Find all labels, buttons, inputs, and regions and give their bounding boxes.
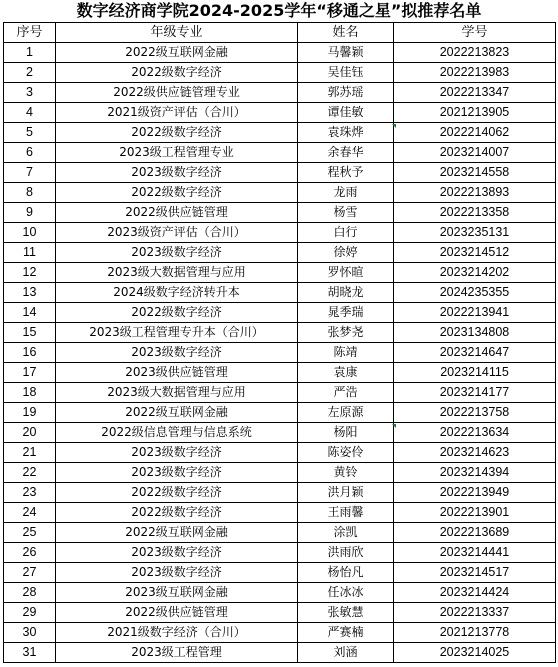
table-row	[4, 63, 556, 83]
header-name[interactable]: 姓名	[298, 23, 394, 43]
cell-major[interactable]: 2023级工程管理专升本（合川）	[56, 323, 298, 343]
table-row	[4, 103, 556, 123]
cell-student-id[interactable]: 2022213347	[394, 83, 556, 103]
cell-name[interactable]: 龙雨	[298, 183, 394, 203]
cell-student-id[interactable]: 2023214441	[394, 543, 556, 563]
cell-student-id[interactable]: 2024235355	[394, 283, 556, 303]
cell-name[interactable]: 涂凯	[298, 523, 394, 543]
cell-index[interactable]: 23	[4, 483, 56, 503]
table-row	[4, 223, 556, 243]
cell-index[interactable]: 29	[4, 603, 56, 623]
table-row	[4, 423, 556, 443]
cell-student-id[interactable]: 2022214062	[394, 123, 556, 143]
table-row	[4, 163, 556, 183]
cell-index[interactable]: 20	[4, 423, 56, 443]
table-row	[4, 503, 556, 523]
table-row	[4, 583, 556, 603]
table-row	[4, 283, 556, 303]
cell-name[interactable]: 吴佳钰	[298, 63, 394, 83]
cell-student-id[interactable]: 2022213893	[394, 183, 556, 203]
cell-major[interactable]: 2023级大数据管理与应用	[56, 263, 298, 283]
cell-major[interactable]: 2022级供应链管理	[56, 203, 298, 223]
cell-index[interactable]: 22	[4, 463, 56, 483]
cell-major[interactable]: 2022级互联网金融	[56, 43, 298, 63]
cell-index[interactable]: 1	[4, 43, 56, 63]
cell-major[interactable]: 2022级信息管理与信息系统	[56, 423, 298, 443]
cell-student-id[interactable]: 2023214394	[394, 463, 556, 483]
cell-index[interactable]: 19	[4, 403, 56, 423]
table-row	[4, 623, 556, 643]
table-row	[4, 363, 556, 383]
table-row	[4, 603, 556, 623]
cell-major[interactable]: 2023级大数据管理与应用	[56, 383, 298, 403]
table-row	[4, 203, 556, 223]
table-body	[4, 43, 556, 663]
cell-major[interactable]: 2021级资产评估（合川）	[56, 103, 298, 123]
cell-index[interactable]: 6	[4, 143, 56, 163]
cell-index[interactable]: 17	[4, 363, 56, 383]
cell-student-id[interactable]: 2023214424	[394, 583, 556, 603]
cell-index[interactable]: 30	[4, 623, 56, 643]
cell-major[interactable]: 2023级数字经济	[56, 443, 298, 463]
cell-name[interactable]: 袁康	[298, 363, 394, 383]
cell-major[interactable]: 2023级供应链管理	[56, 363, 298, 383]
cell-major[interactable]: 2022级数字经济	[56, 183, 298, 203]
cell-major[interactable]: 2023级互联网金融	[56, 583, 298, 603]
cell-student-id[interactable]: 2023134808	[394, 323, 556, 343]
table-row	[4, 263, 556, 283]
cell-name[interactable]: 白行	[298, 223, 394, 243]
cell-major[interactable]: 2022级供应链管理专业	[56, 83, 298, 103]
cell-name[interactable]: 黄铃	[298, 463, 394, 483]
cell-name[interactable]: 严赛楠	[298, 623, 394, 643]
table-row	[4, 343, 556, 363]
cell-student-id[interactable]: 2022213337	[394, 603, 556, 623]
cell-major[interactable]: 2022级供应链管理	[56, 603, 298, 623]
table-row	[4, 183, 556, 203]
header-row	[4, 23, 556, 43]
cell-major[interactable]: 2023级数字经济	[56, 543, 298, 563]
cell-student-id[interactable]: 2023214177	[394, 383, 556, 403]
cell-name[interactable]: 罗怀暄	[298, 263, 394, 283]
cell-name[interactable]: 余春华	[298, 143, 394, 163]
cell-major[interactable]: 2022级数字经济	[56, 63, 298, 83]
cell-major[interactable]: 2022级数字经济	[56, 483, 298, 503]
cell-major[interactable]: 2023级工程管理	[56, 643, 298, 663]
cell-index[interactable]: 13	[4, 283, 56, 303]
cell-name[interactable]: 任冰冰	[298, 583, 394, 603]
cell-student-id[interactable]: 2023214558	[394, 163, 556, 183]
cell-name[interactable]: 陈姿伶	[298, 443, 394, 463]
cell-name[interactable]: 左原源	[298, 403, 394, 423]
cell-student-id[interactable]: 2022213901	[394, 503, 556, 523]
cell-major[interactable]: 2024级数字经济转升本	[56, 283, 298, 303]
cell-student-id[interactable]: 2021213905	[394, 103, 556, 123]
table-row	[4, 463, 556, 483]
header-index[interactable]: 序号	[4, 23, 56, 43]
table-row	[4, 123, 556, 143]
cell-index[interactable]: 9	[4, 203, 56, 223]
cell-student-id[interactable]: 2022213689	[394, 523, 556, 543]
page-title: 数字经济商学院2024-2025学年“移通之星”拟推荐名单	[76, 1, 482, 20]
cell-student-id[interactable]: 2022213358	[394, 203, 556, 223]
cell-index[interactable]: 26	[4, 543, 56, 563]
cell-student-id[interactable]: 2023214647	[394, 343, 556, 363]
cell-index[interactable]: 21	[4, 443, 56, 463]
cell-index[interactable]: 2	[4, 63, 56, 83]
cell-index[interactable]: 8	[4, 183, 56, 203]
cell-major[interactable]: 2023级数字经济	[56, 243, 298, 263]
cell-name[interactable]: 张梦尧	[298, 323, 394, 343]
cell-name[interactable]: 杨雪	[298, 203, 394, 223]
cell-index[interactable]: 3	[4, 83, 56, 103]
cell-student-id[interactable]: 2023214115	[394, 363, 556, 383]
cell-name[interactable]: 陈靖	[298, 343, 394, 363]
cell-major[interactable]: 2023级数字经济	[56, 463, 298, 483]
table-row	[4, 643, 556, 663]
cell-student-id[interactable]: 2022213823	[394, 43, 556, 63]
cell-major[interactable]: 2022级数字经济	[56, 123, 298, 143]
cell-index[interactable]: 25	[4, 523, 56, 543]
cell-name[interactable]: 洪月颖	[298, 483, 394, 503]
table-row	[4, 563, 556, 583]
cell-student-id[interactable]: 2023235131	[394, 223, 556, 243]
cell-major[interactable]: 2023级数字经济	[56, 563, 298, 583]
cell-index[interactable]: 10	[4, 223, 56, 243]
cell-student-id[interactable]: 2023214512	[394, 243, 556, 263]
cell-index[interactable]: 11	[4, 243, 56, 263]
cell-major[interactable]: 2023级数字经济	[56, 343, 298, 363]
table-row	[4, 83, 556, 103]
header-student-id[interactable]: 学号	[394, 23, 556, 43]
cell-index[interactable]: 24	[4, 503, 56, 523]
cell-index[interactable]: 28	[4, 583, 56, 603]
cell-major[interactable]: 2021级数字经济（合川）	[56, 623, 298, 643]
cell-index[interactable]: 5	[4, 123, 56, 143]
cell-name[interactable]: 谭佳敏	[298, 103, 394, 123]
cell-student-id[interactable]: 2022213758	[394, 403, 556, 423]
cell-index[interactable]: 27	[4, 563, 56, 583]
cell-student-id[interactable]: 2022213949	[394, 483, 556, 503]
cell-name[interactable]: 程秋予	[298, 163, 394, 183]
cell-name[interactable]: 刘涵	[298, 643, 394, 663]
cell-student-id[interactable]: 2023214007	[394, 143, 556, 163]
cell-major[interactable]: 2022级互联网金融	[56, 523, 298, 543]
cell-student-id[interactable]: 2023214517	[394, 563, 556, 583]
cell-name[interactable]: 胡晓龙	[298, 283, 394, 303]
cell-index[interactable]: 16	[4, 343, 56, 363]
table-row	[4, 323, 556, 343]
nominee-table	[3, 22, 556, 663]
cell-name[interactable]: 洪雨欣	[298, 543, 394, 563]
table-row	[4, 403, 556, 423]
cell-index[interactable]: 7	[4, 163, 56, 183]
cell-name[interactable]: 严浩	[298, 383, 394, 403]
table-row	[4, 383, 556, 403]
cell-student-id[interactable]: 2023214025	[394, 643, 556, 663]
cell-name[interactable]: 郭苏瑶	[298, 83, 394, 103]
cell-name[interactable]: 徐婷	[298, 243, 394, 263]
table-row	[4, 43, 556, 63]
cell-marker-icon	[392, 124, 396, 128]
table-row	[4, 483, 556, 503]
cell-major[interactable]: 2022级数字经济	[56, 503, 298, 523]
cell-index[interactable]: 15	[4, 323, 56, 343]
cell-name[interactable]: 张敏慧	[298, 603, 394, 623]
cell-name[interactable]: 杨怡凡	[298, 563, 394, 583]
cell-name[interactable]: 马馨颖	[298, 43, 394, 63]
header-major[interactable]: 年级专业	[56, 23, 298, 43]
table-row	[4, 443, 556, 463]
table-row	[4, 303, 556, 323]
cell-index[interactable]: 31	[4, 643, 56, 663]
cell-name[interactable]: 袁珠烨	[298, 123, 394, 143]
cell-major[interactable]: 2022级互联网金融	[56, 403, 298, 423]
cell-major[interactable]: 2022级数字经济	[56, 303, 298, 323]
cell-index[interactable]: 4	[4, 103, 56, 123]
cell-marker-icon	[392, 424, 396, 428]
cell-name[interactable]: 晁季瑞	[298, 303, 394, 323]
table-row	[4, 243, 556, 263]
table-row	[4, 543, 556, 563]
cell-major[interactable]: 2023级数字经济	[56, 163, 298, 183]
cell-name[interactable]: 王雨馨	[298, 503, 394, 523]
cell-student-id[interactable]: 2022213983	[394, 63, 556, 83]
cell-student-id[interactable]: 2023214623	[394, 443, 556, 463]
cell-student-id[interactable]: 2022213941	[394, 303, 556, 323]
cell-index[interactable]: 14	[4, 303, 56, 323]
cell-name[interactable]: 杨阳	[298, 423, 394, 443]
cell-student-id[interactable]: 2023214202	[394, 263, 556, 283]
cell-student-id[interactable]: 2021213778	[394, 623, 556, 643]
cell-index[interactable]: 18	[4, 383, 56, 403]
cell-student-id[interactable]: 2022213634	[394, 423, 556, 443]
table-row	[4, 523, 556, 543]
table-row	[4, 143, 556, 163]
cell-major[interactable]: 2023级工程管理专业	[56, 143, 298, 163]
cell-index[interactable]: 12	[4, 263, 56, 283]
cell-major[interactable]: 2023级资产评估（合川）	[56, 223, 298, 243]
